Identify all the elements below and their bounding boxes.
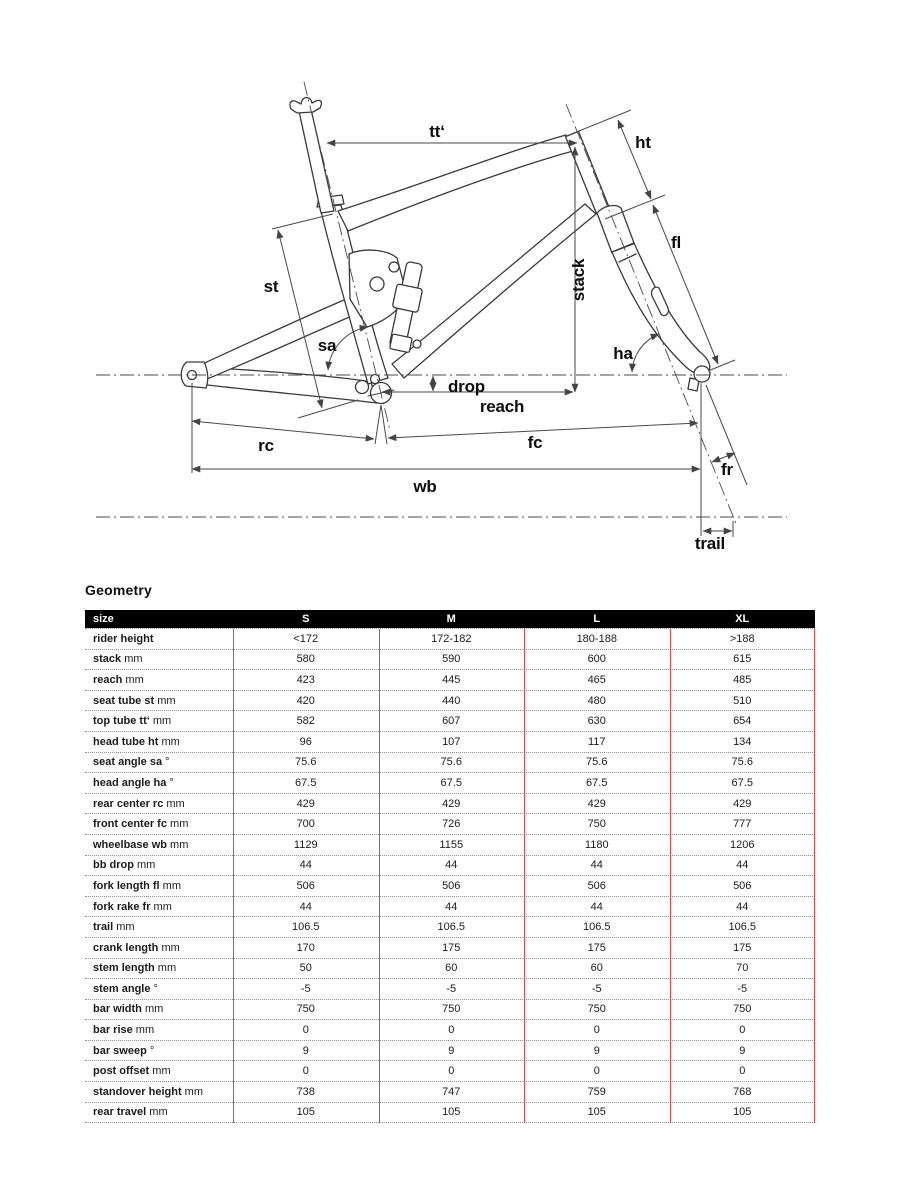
dim-front-center (388, 423, 698, 438)
table-row (85, 856, 815, 877)
row-label: top tube tt‘ mm (93, 715, 172, 728)
row-value: 1180 (584, 838, 609, 851)
row-label: seat tube st mm (93, 694, 176, 707)
row-label: post offset mm (93, 1065, 171, 1078)
row-value: 50 (299, 962, 312, 975)
column-divider (670, 629, 671, 1123)
header-col-xl: XL (735, 613, 750, 625)
table-title: Geometry (85, 582, 152, 598)
table-row (85, 938, 815, 959)
row-value: 738 (296, 1085, 315, 1098)
row-label: stem length mm (93, 962, 177, 975)
table-row (85, 773, 815, 794)
row-value: 9 (593, 1044, 600, 1057)
row-value: 117 (587, 735, 606, 748)
row-value: 175 (587, 941, 606, 954)
label-reach: reach (479, 397, 525, 416)
row-label: bar rise mm (93, 1024, 155, 1037)
row-value: 700 (296, 818, 315, 831)
row-value: 106.5 (728, 921, 757, 934)
row-value: 75.6 (440, 756, 462, 769)
table-row (85, 650, 815, 671)
row-value: 750 (442, 1003, 461, 1016)
row-value: 172-182 (431, 632, 472, 645)
table-row (85, 691, 815, 712)
chainstay (198, 367, 377, 403)
row-value: 105 (296, 1106, 315, 1119)
row-value: 175 (733, 941, 752, 954)
top-tube (338, 135, 573, 231)
row-value: 9 (739, 1044, 746, 1057)
row-value: 44 (299, 900, 312, 913)
row-value: 654 (733, 715, 752, 728)
row-label: wheelbase wb mm (93, 838, 189, 851)
header-size-label: size (93, 613, 114, 625)
dim-head-tube (618, 120, 651, 199)
geometry-table (85, 582, 815, 1123)
table-row (85, 835, 815, 856)
row-value: 105 (733, 1106, 752, 1119)
row-value: 465 (587, 673, 606, 686)
table-header (85, 610, 815, 628)
row-value: 60 (445, 962, 458, 975)
label-seat-tube: st (263, 277, 279, 296)
table-row (85, 897, 815, 918)
row-value: 0 (739, 1065, 746, 1078)
row-value: 44 (445, 859, 458, 872)
row-value: -5 (446, 982, 457, 995)
head-tube (566, 131, 610, 213)
header-col-m: M (446, 613, 456, 625)
column-divider (379, 629, 380, 1123)
row-value: 67.5 (440, 776, 462, 789)
header-col-s: S (302, 613, 310, 625)
row-value: 423 (296, 673, 315, 686)
table-row (85, 753, 815, 774)
row-value: 506 (442, 879, 461, 892)
row-value: -5 (300, 982, 311, 995)
column-divider (524, 629, 525, 1123)
label-fork-rake: fr (721, 460, 733, 479)
row-value: 44 (445, 900, 458, 913)
label-stack: stack (569, 258, 588, 302)
row-value: 44 (590, 900, 603, 913)
row-value: 9 (448, 1044, 455, 1057)
row-value: 510 (733, 694, 752, 707)
geometry-table-body (85, 628, 815, 1123)
row-value: 440 (442, 694, 461, 707)
row-value: -5 (591, 982, 602, 995)
row-value: 506 (733, 879, 752, 892)
row-value: 1206 (730, 838, 755, 851)
row-value: 750 (587, 1003, 606, 1016)
row-value: 506 (587, 879, 606, 892)
row-label: head tube ht mm (93, 735, 180, 748)
row-label: trail mm (93, 921, 135, 934)
row-value: 480 (587, 694, 606, 707)
geometry-diagram (0, 0, 900, 570)
row-value: 615 (733, 653, 752, 666)
dim-head-angle-arc (632, 334, 659, 372)
row-value: 107 (442, 735, 461, 748)
row-label: stack mm (93, 653, 143, 666)
row-value: 105 (587, 1106, 606, 1119)
row-value: 590 (442, 653, 461, 666)
table-row (85, 1020, 815, 1041)
saddle-clamp (290, 97, 321, 113)
row-value: 106.5 (582, 921, 611, 934)
label-front-center: fc (527, 433, 543, 452)
row-value: 44 (299, 859, 312, 872)
row-value: 134 (733, 735, 752, 748)
shock-eyelet (413, 340, 421, 348)
row-value: 420 (296, 694, 315, 707)
row-value: 1129 (293, 838, 318, 851)
row-value: 175 (442, 941, 461, 954)
label-trail: trail (694, 534, 726, 553)
label-rear-center: rc (258, 436, 274, 455)
row-value: 726 (442, 818, 461, 831)
row-value: 429 (442, 797, 461, 810)
dim-rear-center (192, 421, 374, 439)
row-value: 750 (296, 1003, 315, 1016)
table-row (85, 1000, 815, 1021)
label-wheelbase: wb (413, 477, 437, 496)
label-head-angle: ha (613, 344, 633, 363)
row-value: 44 (736, 859, 749, 872)
label-fork-length: fl (671, 233, 681, 252)
row-value: 96 (299, 735, 312, 748)
row-label: bar width mm (93, 1003, 164, 1016)
row-value: 580 (296, 653, 315, 666)
row-label: rider height (93, 632, 154, 645)
row-value: 429 (296, 797, 315, 810)
header-col-l: L (593, 613, 601, 625)
rocker-pivot-1 (370, 277, 384, 291)
table-row (85, 732, 815, 753)
row-value: <172 (293, 632, 319, 645)
row-label: crank length mm (93, 941, 180, 954)
row-value: 445 (442, 673, 461, 686)
row-value: 0 (302, 1065, 309, 1078)
row-value: 759 (587, 1085, 606, 1098)
bb-pivot-small-1 (356, 381, 369, 394)
row-label: rear travel mm (93, 1106, 168, 1119)
table-row (85, 1041, 815, 1062)
table-row (85, 670, 815, 691)
row-value: 0 (739, 1024, 746, 1037)
row-value: 180-188 (576, 632, 617, 645)
row-value: 44 (736, 900, 749, 913)
row-value: 777 (733, 818, 752, 831)
table-row (85, 979, 815, 1000)
row-value: 600 (587, 653, 606, 666)
seatpost (299, 109, 334, 213)
table-row (85, 959, 815, 980)
label-top-tube: tt‘ (429, 122, 445, 141)
table-row (85, 794, 815, 815)
row-value: 106.5 (437, 921, 466, 934)
table-row (85, 1103, 815, 1124)
label-head-tube: ht (635, 133, 651, 152)
row-value: 607 (442, 715, 461, 728)
row-value: -5 (737, 982, 748, 995)
row-label: head angle ha ° (93, 776, 174, 789)
row-value: 67.5 (731, 776, 753, 789)
row-value: 170 (296, 941, 315, 954)
row-value: 0 (448, 1024, 455, 1037)
bb-pivot-small-2 (371, 375, 380, 384)
row-value: 768 (733, 1085, 752, 1098)
row-value: 9 (302, 1044, 309, 1057)
front-axle (694, 366, 710, 382)
row-value: 429 (733, 797, 752, 810)
row-label: bb drop mm (93, 859, 156, 872)
row-value: 60 (590, 962, 603, 975)
row-label: rear center rc mm (93, 797, 185, 810)
reference-axes (96, 82, 787, 526)
row-value: 67.5 (586, 776, 608, 789)
row-value: 630 (587, 715, 606, 728)
row-value: 106.5 (291, 921, 320, 934)
table-row (85, 917, 815, 938)
table-row (85, 629, 815, 650)
table-row (85, 814, 815, 835)
row-value: 0 (448, 1065, 455, 1078)
row-label: seat angle sa ° (93, 756, 170, 769)
row-value: 429 (587, 797, 606, 810)
row-value: 747 (442, 1085, 461, 1098)
row-value: 75.6 (295, 756, 317, 769)
column-divider (814, 629, 815, 1123)
row-value: 750 (587, 818, 606, 831)
row-value: 485 (733, 673, 752, 686)
row-value: 582 (296, 715, 315, 728)
row-value: 70 (736, 962, 749, 975)
row-value: 75.6 (586, 756, 608, 769)
row-label: reach mm (93, 673, 144, 686)
row-label: front center fc mm (93, 818, 189, 831)
table-row (85, 876, 815, 897)
row-label: fork rake fr mm (93, 900, 172, 913)
row-value: 750 (733, 1003, 752, 1016)
table-row (85, 1061, 815, 1082)
column-divider (233, 629, 234, 1123)
table-row (85, 711, 815, 732)
row-value: 0 (593, 1024, 600, 1037)
row-label: stem angle ° (93, 982, 158, 995)
label-drop: drop (448, 377, 485, 396)
row-value: 44 (590, 859, 603, 872)
row-value: 105 (442, 1106, 461, 1119)
label-seat-angle: sa (317, 336, 337, 355)
row-value: 506 (296, 879, 315, 892)
row-value: 0 (593, 1065, 600, 1078)
row-value: 67.5 (295, 776, 317, 789)
row-value: 1155 (439, 838, 464, 851)
row-value: 75.6 (731, 756, 753, 769)
row-value: 0 (302, 1024, 309, 1037)
row-value: >188 (729, 632, 755, 645)
table-row (85, 1082, 815, 1103)
rocker-pivot-2 (389, 262, 399, 272)
row-label: standover height mm (93, 1085, 204, 1098)
row-label: bar sweep ° (93, 1044, 155, 1057)
row-label: fork length fl mm (93, 879, 181, 892)
fl-extension-line (708, 360, 735, 371)
